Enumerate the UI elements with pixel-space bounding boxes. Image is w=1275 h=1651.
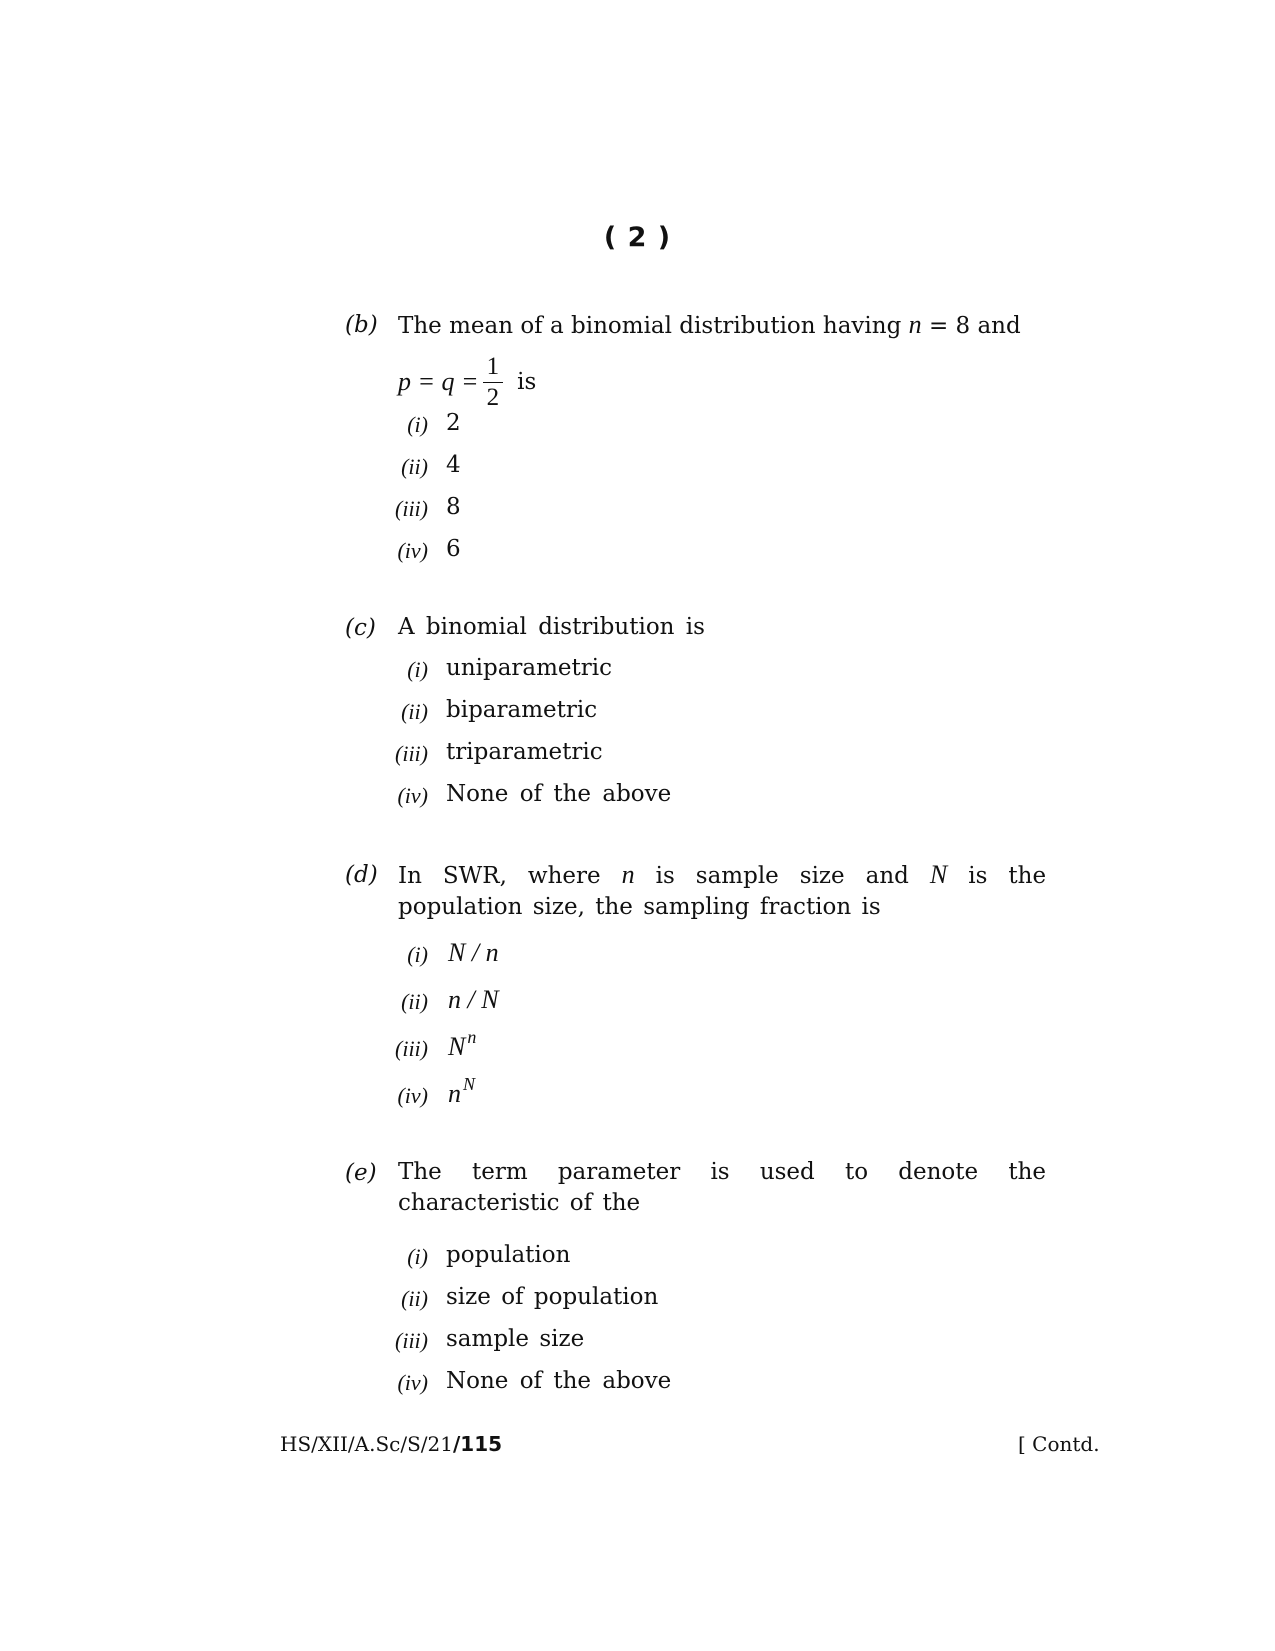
question-d-N-variable: N bbox=[929, 860, 948, 889]
question-d-line-2: population size, the sampling fraction is bbox=[398, 894, 881, 920]
question-c-text: A binomial distribution is bbox=[398, 614, 705, 640]
question-e-option-label: (iii) bbox=[395, 1328, 428, 1353]
question-d-text-part: is sample size and bbox=[655, 863, 909, 889]
page-number: ( 2 ) bbox=[603, 222, 672, 253]
question-b-n-value: = 8 and bbox=[928, 313, 1021, 339]
question-b-option-text: 8 bbox=[446, 494, 461, 520]
question-d-option-label: (ii) bbox=[401, 989, 428, 1014]
question-b-option-label: (ii) bbox=[401, 454, 428, 479]
question-b-option-label: (iv) bbox=[397, 538, 428, 563]
question-c-option-label: (ii) bbox=[401, 699, 428, 724]
question-e-option-text: None of the above bbox=[446, 1368, 672, 1394]
question-c-option-text: triparametric bbox=[446, 739, 603, 765]
question-d-n-variable: n bbox=[621, 860, 635, 889]
question-d-text-part: is the bbox=[968, 863, 1047, 889]
fraction-denominator: 2 bbox=[486, 383, 500, 411]
question-e-option-text: sample size bbox=[446, 1326, 585, 1352]
question-e-option-label: (i) bbox=[407, 1244, 428, 1269]
question-b-probability-expression bbox=[398, 350, 536, 414]
question-b-option-text: 6 bbox=[446, 536, 461, 562]
paper-code bbox=[280, 1432, 502, 1456]
question-c-option-text: uniparametric bbox=[446, 655, 613, 681]
question-d-option-text bbox=[448, 1074, 476, 1109]
fraction-numerator: 1 bbox=[483, 354, 504, 383]
power-base: n bbox=[448, 1079, 461, 1108]
question-d-option-text: n / N bbox=[448, 985, 499, 1014]
question-c-option-label: (iii) bbox=[395, 741, 428, 766]
question-b-fraction bbox=[483, 354, 504, 411]
question-c-option-text: biparametric bbox=[446, 697, 598, 723]
question-e-label: (e) bbox=[345, 1160, 377, 1186]
question-b-tail: is bbox=[517, 369, 537, 395]
question-d-label: (d) bbox=[345, 862, 378, 888]
question-e-option-label: (iv) bbox=[397, 1370, 428, 1395]
power-exponent: N bbox=[463, 1074, 476, 1094]
continued-marker: [ Contd. bbox=[1018, 1432, 1100, 1456]
question-d-option-text: N / n bbox=[448, 938, 499, 967]
question-e-line-1: The term parameter is used to denote the bbox=[398, 1159, 1046, 1185]
question-c-label: (c) bbox=[345, 615, 376, 641]
question-d-line-1 bbox=[398, 859, 1046, 892]
question-c-option-label: (iv) bbox=[397, 783, 428, 808]
question-e-text bbox=[398, 1157, 1046, 1219]
question-b-option-text: 4 bbox=[446, 452, 461, 478]
question-e-option-text: size of population bbox=[446, 1284, 659, 1310]
paper-code-prefix: HS/XII/A.Sc/S/21 bbox=[280, 1432, 453, 1456]
power-exponent: n bbox=[467, 1027, 477, 1047]
question-c-option-text: None of the above bbox=[446, 781, 672, 807]
question-d-option-label: (iii) bbox=[395, 1036, 428, 1061]
question-d-text bbox=[398, 859, 1046, 923]
question-e-line-2: characteristic of the bbox=[398, 1190, 641, 1216]
question-b-option-text: 2 bbox=[446, 410, 461, 436]
question-b-text bbox=[398, 309, 1046, 342]
question-b-n-variable: n bbox=[908, 310, 922, 339]
question-d-text-part: In SWR, where bbox=[398, 863, 601, 889]
question-c-option-label: (i) bbox=[407, 657, 428, 682]
question-d-option-text bbox=[448, 1027, 477, 1062]
question-b-stem: The mean of a binomial distribution having bbox=[398, 313, 902, 339]
question-e-option-text: population bbox=[446, 1242, 571, 1268]
paper-code-number: /115 bbox=[453, 1432, 503, 1456]
question-b-option-label: (iii) bbox=[395, 496, 428, 521]
question-d-option-label: (i) bbox=[407, 942, 428, 967]
question-b-p-q-expression: p = q = bbox=[398, 367, 479, 396]
question-b-label: (b) bbox=[345, 312, 378, 338]
power-base: N bbox=[448, 1032, 466, 1061]
question-d-option-label: (iv) bbox=[397, 1083, 428, 1108]
question-b-option-label: (i) bbox=[407, 412, 428, 437]
question-e-option-label: (ii) bbox=[401, 1286, 428, 1311]
